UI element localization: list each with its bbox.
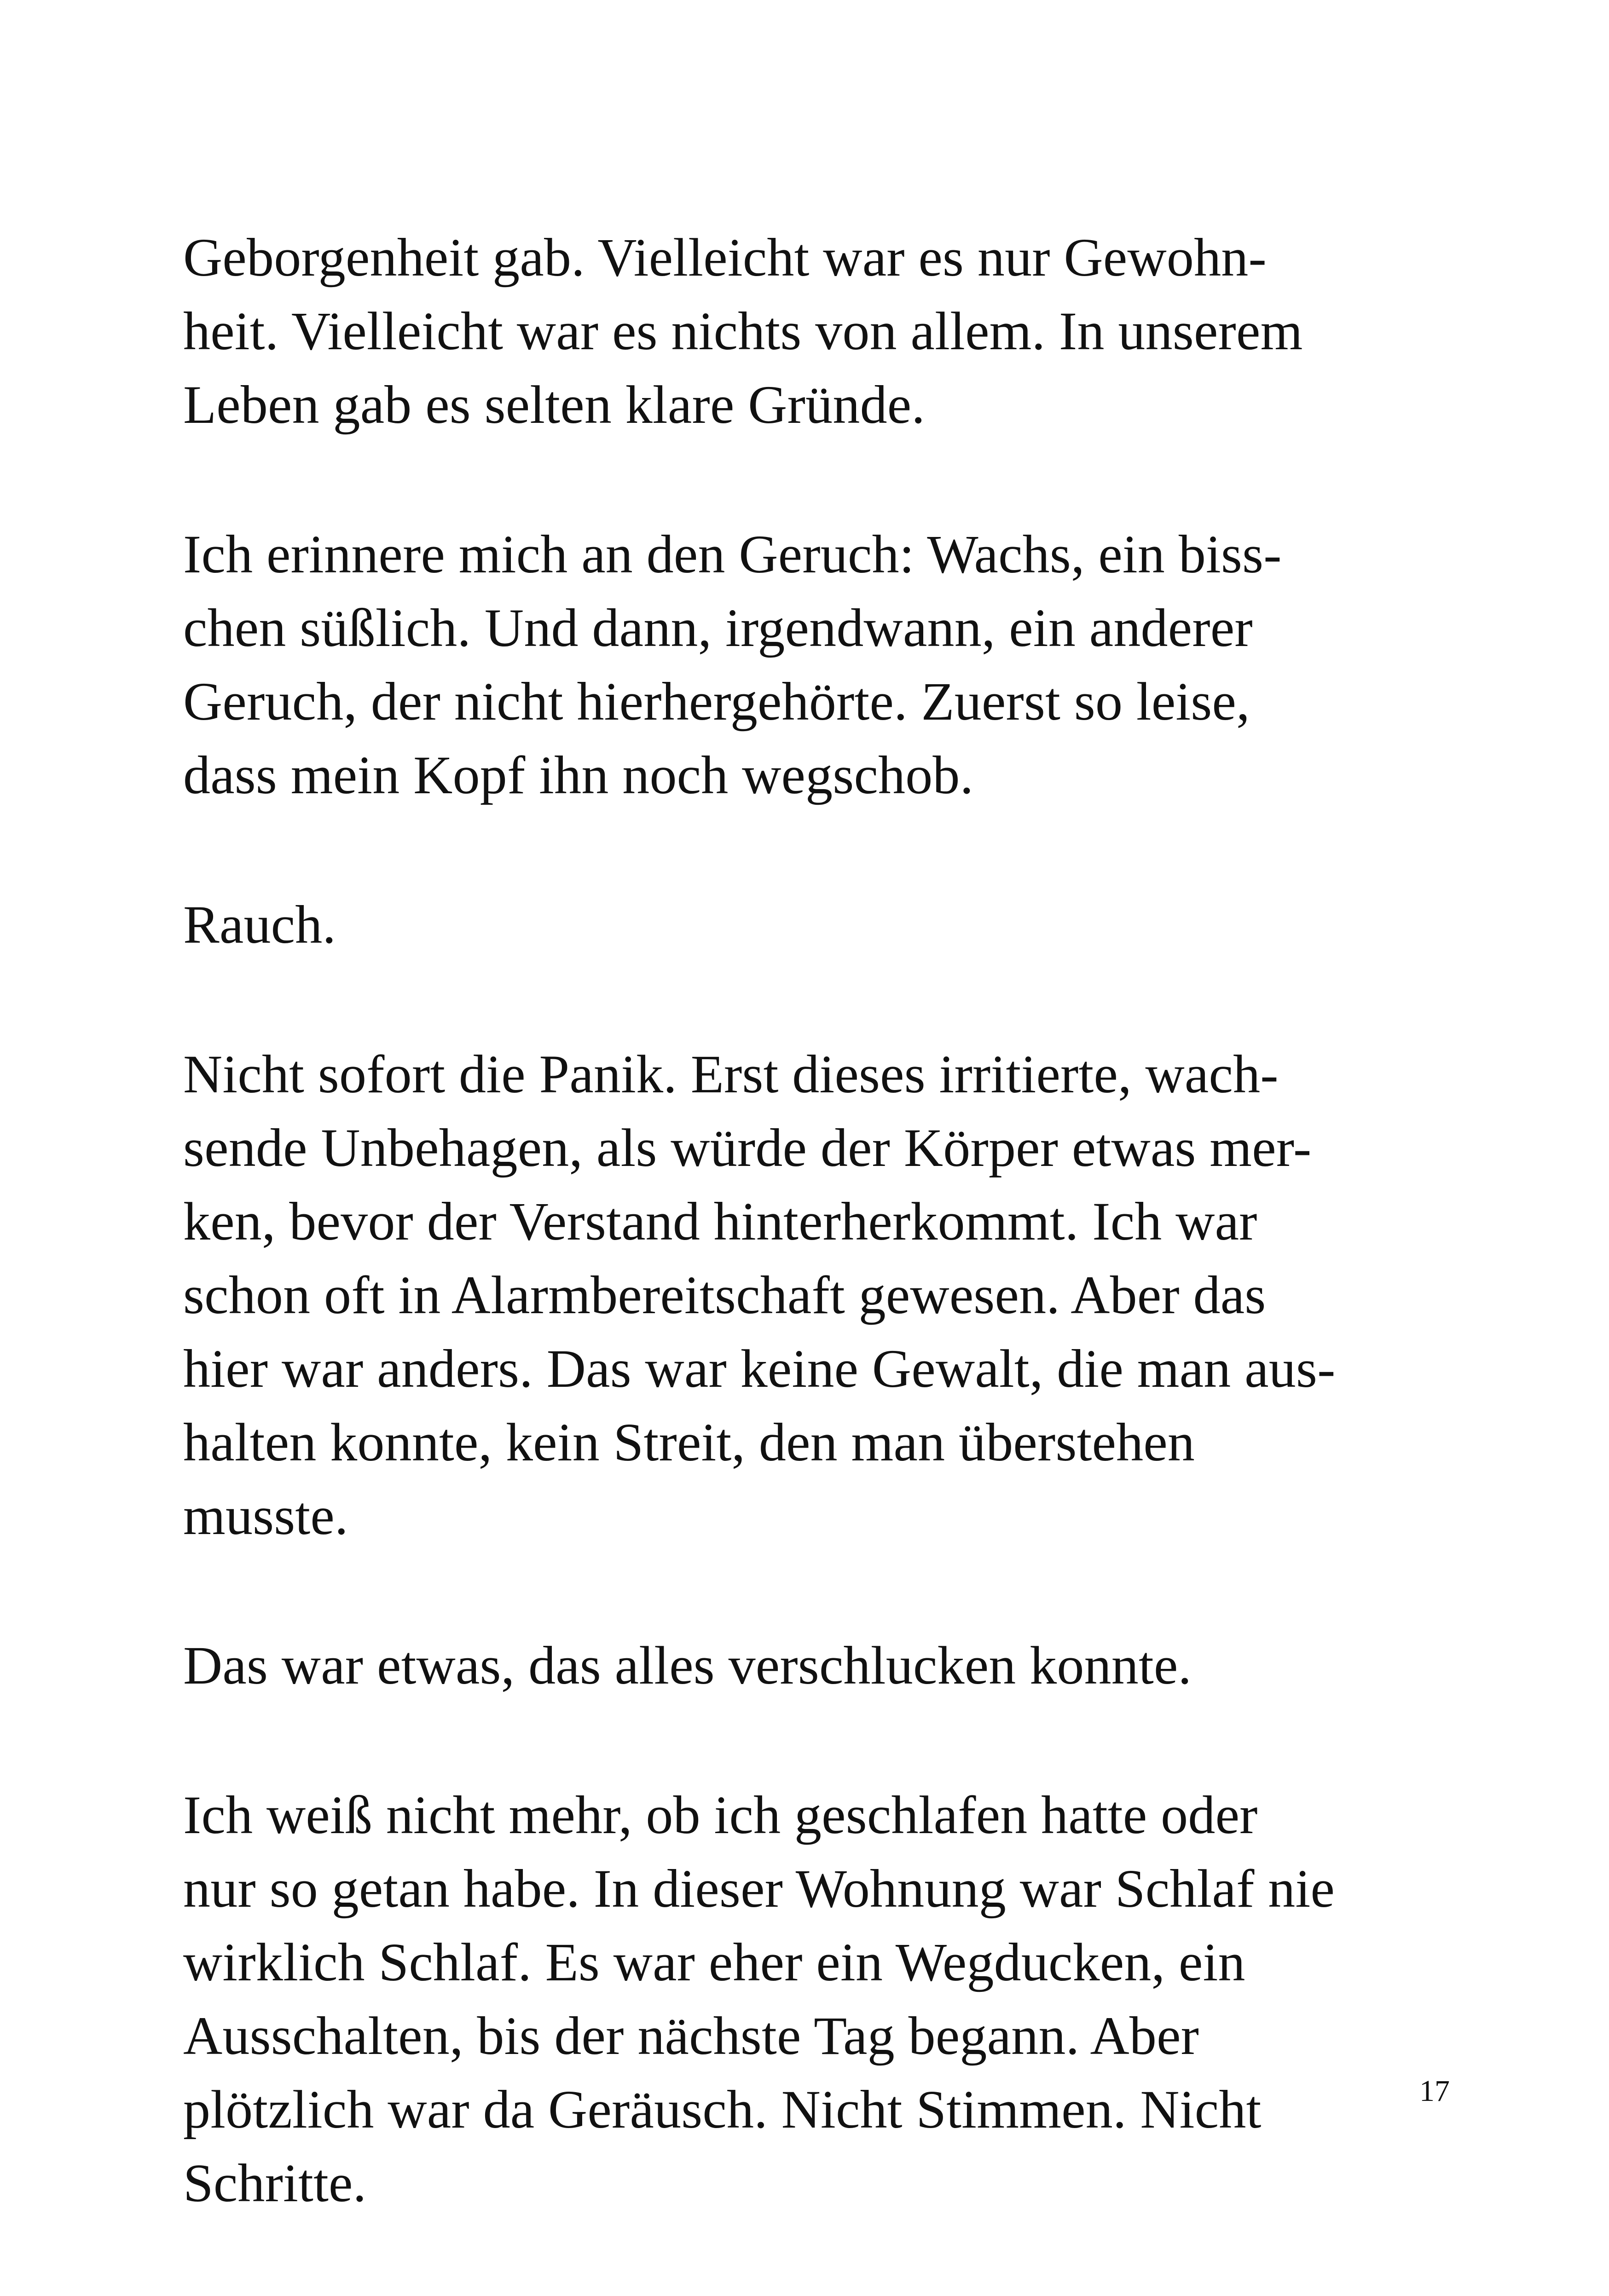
text-line: hier war anders. Das war keine Gewalt, die man aus- (183, 1338, 1336, 1399)
text-line: heit. Vielleicht war es nichts von allem. In unserem (183, 301, 1303, 361)
paragraph-2 (183, 518, 1463, 812)
text-line: Nicht sofort die Panik. Erst dieses irritierte, wach- (183, 1044, 1279, 1104)
paragraph-3 (183, 888, 1463, 962)
text-line: chen süßlich. Und dann, irgendwann, ein anderer (183, 598, 1253, 658)
body-text (183, 221, 1463, 2296)
text-line: Leben gab es selten klare Gründe. (183, 375, 926, 435)
text-line: wirklich Schlaf. Es war eher ein Wegducken, ein (183, 1932, 1245, 1992)
text-line: Geruch, der nicht hierhergehörte. Zuerst so leise, (183, 671, 1250, 732)
text-line: halten konnte, kein Streit, den man überstehen (183, 1412, 1195, 1472)
text-line: plötzlich war da Geräusch. Nicht Stimmen. Nicht (183, 2079, 1262, 2140)
paragraph-4 (183, 1038, 1463, 1553)
text-line: schon oft in Alarmbereitschaft gewesen. Aber das (183, 1265, 1266, 1325)
text-line: Geborgenheit gab. Vielleicht war es nur Gewohn- (183, 227, 1267, 288)
text-line: Schritte. (183, 2153, 367, 2213)
paragraph-6 (183, 1778, 1463, 2220)
text-line: dass mein Kopf ihn noch wegschob. (183, 745, 974, 805)
text-line: Ausschalten, bis der nächste Tag begann. Aber (183, 2006, 1199, 2066)
text-line: Ich weiß nicht mehr, ob ich geschlafen hatte oder (183, 1785, 1258, 1845)
text-line: nur so getan habe. In dieser Wohnung war Schlaf nie (183, 1858, 1335, 1919)
text-line: sende Unbehagen, als würde der Körper etwas mer- (183, 1118, 1312, 1178)
text-line: Ich erinnere mich an den Geruch: Wachs, ein biss- (183, 524, 1282, 584)
text-line: ken, bevor der Verstand hinterherkommt. Ich war (183, 1191, 1257, 1252)
paragraph-1 (183, 221, 1463, 442)
page-number: 17 (1419, 2074, 1450, 2108)
text-line: Rauch. (183, 894, 336, 955)
text-line: Das war etwas, das alles verschlucken konnte. (183, 1635, 1192, 1696)
text-line: musste. (183, 1486, 348, 1546)
paragraph-5 (183, 1629, 1463, 1702)
